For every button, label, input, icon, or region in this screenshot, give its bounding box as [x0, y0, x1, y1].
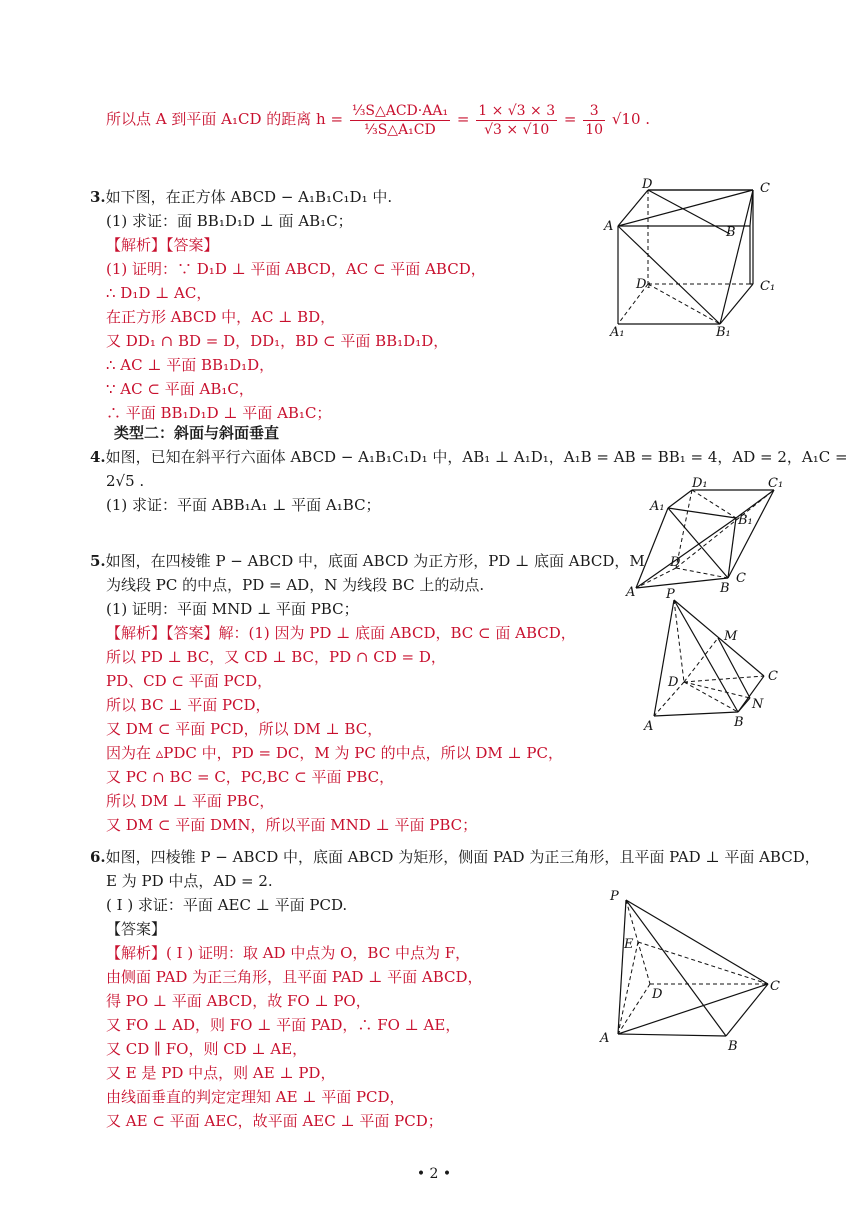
label-A: A [626, 585, 636, 598]
label-B: B [734, 715, 744, 730]
distance-formula: 所以点 A 到平面 A₁CD 的距离 h = $\frac{\text{⅓S△ACD·AA₁}}{\text{⅓S△A₁CD}}$ = $\frac{1 \times √3 \times 3}{√3 \times √10}$ = $\frac{3}{10}$ √10 . [106, 102, 651, 138]
label-A1: A₁ [610, 325, 625, 338]
label-D1: D₁ [692, 476, 708, 491]
q6-stem-2: E 为 PD 中点，AD = 2. [106, 872, 273, 890]
label-C: C [768, 669, 778, 684]
fraction-1: $\frac{\text{⅓S△ACD·AA₁}}{\text{⅓S△A₁CD}}$ [351, 102, 449, 138]
q5-stem-1: 5.如图，在四棱锥 P − ABCD 中，底面 ABCD 为正方形，PD ⊥ 底面 ABCD，M [90, 552, 645, 570]
type2-heading: 类型二：斜面与斜面垂直 [114, 424, 280, 442]
solution-line: 又 CD ∥ FO，则 CD ⊥ AE， [106, 1040, 308, 1058]
solution-line: 又 AE ⊂ 平面 AEC，故平面 AEC ⊥ 平面 PCD； [106, 1112, 443, 1130]
solution-line: ∴ AC ⊥ 平面 BB₁D₁D， [106, 356, 275, 374]
solution-line: 所以 PD ⊥ BC，又 CD ⊥ BC，PD ∩ CD = D， [106, 648, 446, 666]
solution-line: 得 PO ⊥ 平面 ABCD，故 FO ⊥ PO， [106, 992, 371, 1010]
solution-line: 在正方形 ABCD 中，AC ⊥ BD， [106, 308, 336, 326]
pyramid-figure-q6 [596, 884, 796, 1056]
label-P: P [666, 588, 675, 602]
solution-line: 又 PC ∩ BC = C，PC,BC ⊂ 平面 PBC， [106, 768, 395, 786]
q3-tag: 【解析】【答案】 [106, 236, 219, 254]
q6-first: 【解析】( Ⅰ ) 证明：取 AD 中点为 O，BC 中点为 F， [106, 944, 471, 962]
label-D: D [652, 987, 663, 1002]
label-B: B [728, 1039, 738, 1054]
formula-prefix: 所以点 A 到平面 A₁CD 的距离 h = [106, 110, 344, 128]
label-A: A [604, 219, 614, 234]
q6-answer-tag: 【答案】 [106, 920, 167, 938]
q4-part1: (1) 求证：平面 ABB₁A₁ ⊥ 平面 A₁BC； [106, 496, 381, 514]
solution-line: (1) 证明：∵ D₁D ⊥ 平面 ABCD，AC ⊂ 平面 ABCD， [106, 260, 486, 278]
pyramid-figure-q5 [640, 588, 790, 738]
q5-stem-2: 为线段 PC 的中点，PD = AD，N 为线段 BC 上的动点. [106, 576, 485, 594]
solution-line: 又 FO ⊥ AD，则 FO ⊥ 平面 PAD，∴ FO ⊥ AE， [106, 1016, 461, 1034]
solution-line: 因为在 ▵PDC 中，PD = DC，M 为 PC 的中点，所以 DM ⊥ PC， [106, 744, 563, 762]
label-A: A [600, 1031, 610, 1046]
label-D1: D₁ [636, 277, 652, 292]
label-P: P [610, 889, 619, 904]
label-E: E [624, 937, 634, 952]
solution-line: 又 DM ⊂ 平面 PCD，所以 DM ⊥ BC， [106, 720, 383, 738]
solution-line: ∴ 平面 BB₁D₁D ⊥ 平面 AB₁C； [106, 404, 332, 422]
label-C: C [770, 979, 780, 994]
solution-line: 又 DD₁ ∩ BD = D，DD₁，BD ⊂ 平面 BB₁D₁D， [106, 332, 449, 350]
solution-line: 所以 DM ⊥ 平面 PBC， [106, 792, 275, 810]
solution-line: 由侧面 PAD 为正三角形，且平面 PAD ⊥ 平面 ABCD， [106, 968, 483, 986]
cube-figure [600, 178, 790, 338]
fraction-2: $\frac{1 \times √3 \times 3}{√3 \times √10}$ [478, 102, 556, 138]
label-M: M [724, 629, 738, 644]
page-number: • 2 • [416, 1166, 452, 1182]
q5-first: 【解析】【答案】解：(1) 因为 PD ⊥ 底面 ABCD，BC ⊂ 面 ABCD， [106, 624, 576, 642]
label-A: A [644, 719, 654, 734]
label-D: D [668, 675, 679, 690]
label-B: B [726, 225, 736, 240]
label-B: B [720, 581, 730, 596]
solution-line: ∴ D₁D ⊥ AC， [106, 284, 212, 302]
q3-part1: (1) 求证：面 BB₁D₁D ⊥ 面 AB₁C； [106, 212, 353, 230]
label-C1: C₁ [768, 476, 784, 491]
solution-line: 又 DM ⊂ 平面 DMN，所以平面 MND ⊥ 平面 PBC； [106, 816, 478, 834]
solution-line: ∵ AC ⊂ 平面 AB₁C， [106, 380, 254, 398]
parallelepiped-figure [624, 474, 794, 598]
label-B1: B₁ [738, 513, 753, 528]
q4-stem-1: 4.如图，已知在斜平行六面体 ABCD − A₁B₁C₁D₁ 中，AB₁ ⊥ A₁D₁，A₁B = AB = BB₁ = 4，AD = 2，A₁C = [90, 448, 848, 466]
q3-stem: 3.如下图，在正方体 ABCD − A₁B₁C₁D₁ 中. [90, 188, 393, 206]
solution-line: PD、CD ⊂ 平面 PCD， [106, 672, 273, 690]
fraction-3: $\frac{3}{10}$ [585, 102, 604, 138]
q5-part1: (1) 证明：平面 MND ⊥ 平面 PBC； [106, 600, 359, 618]
label-D: D [670, 555, 681, 570]
label-N: N [752, 697, 764, 712]
solution-line: 由线面垂直的判定定理知 AE ⊥ 平面 PCD， [106, 1088, 405, 1106]
label-C: C [736, 571, 746, 586]
label-D: D [642, 178, 653, 192]
solution-line: 又 E 是 PD 中点，则 AE ⊥ PD， [106, 1064, 336, 1082]
q6-part1: ( Ⅰ ) 求证：平面 AEC ⊥ 平面 PCD. [106, 896, 348, 914]
solution-line: 所以 BC ⊥ 平面 PCD， [106, 696, 271, 714]
label-C: C [760, 181, 770, 196]
label-A1: A₁ [650, 499, 665, 514]
label-B1: B₁ [716, 325, 731, 338]
q4-stem-2: 2√5 . [106, 472, 145, 490]
label-C1: C₁ [760, 279, 776, 294]
q6-stem-1: 6.如图，四棱锥 P − ABCD 中，底面 ABCD 为矩形，侧面 PAD 为正三角形，且平面 PAD ⊥ 平面 ABCD， [90, 848, 820, 866]
